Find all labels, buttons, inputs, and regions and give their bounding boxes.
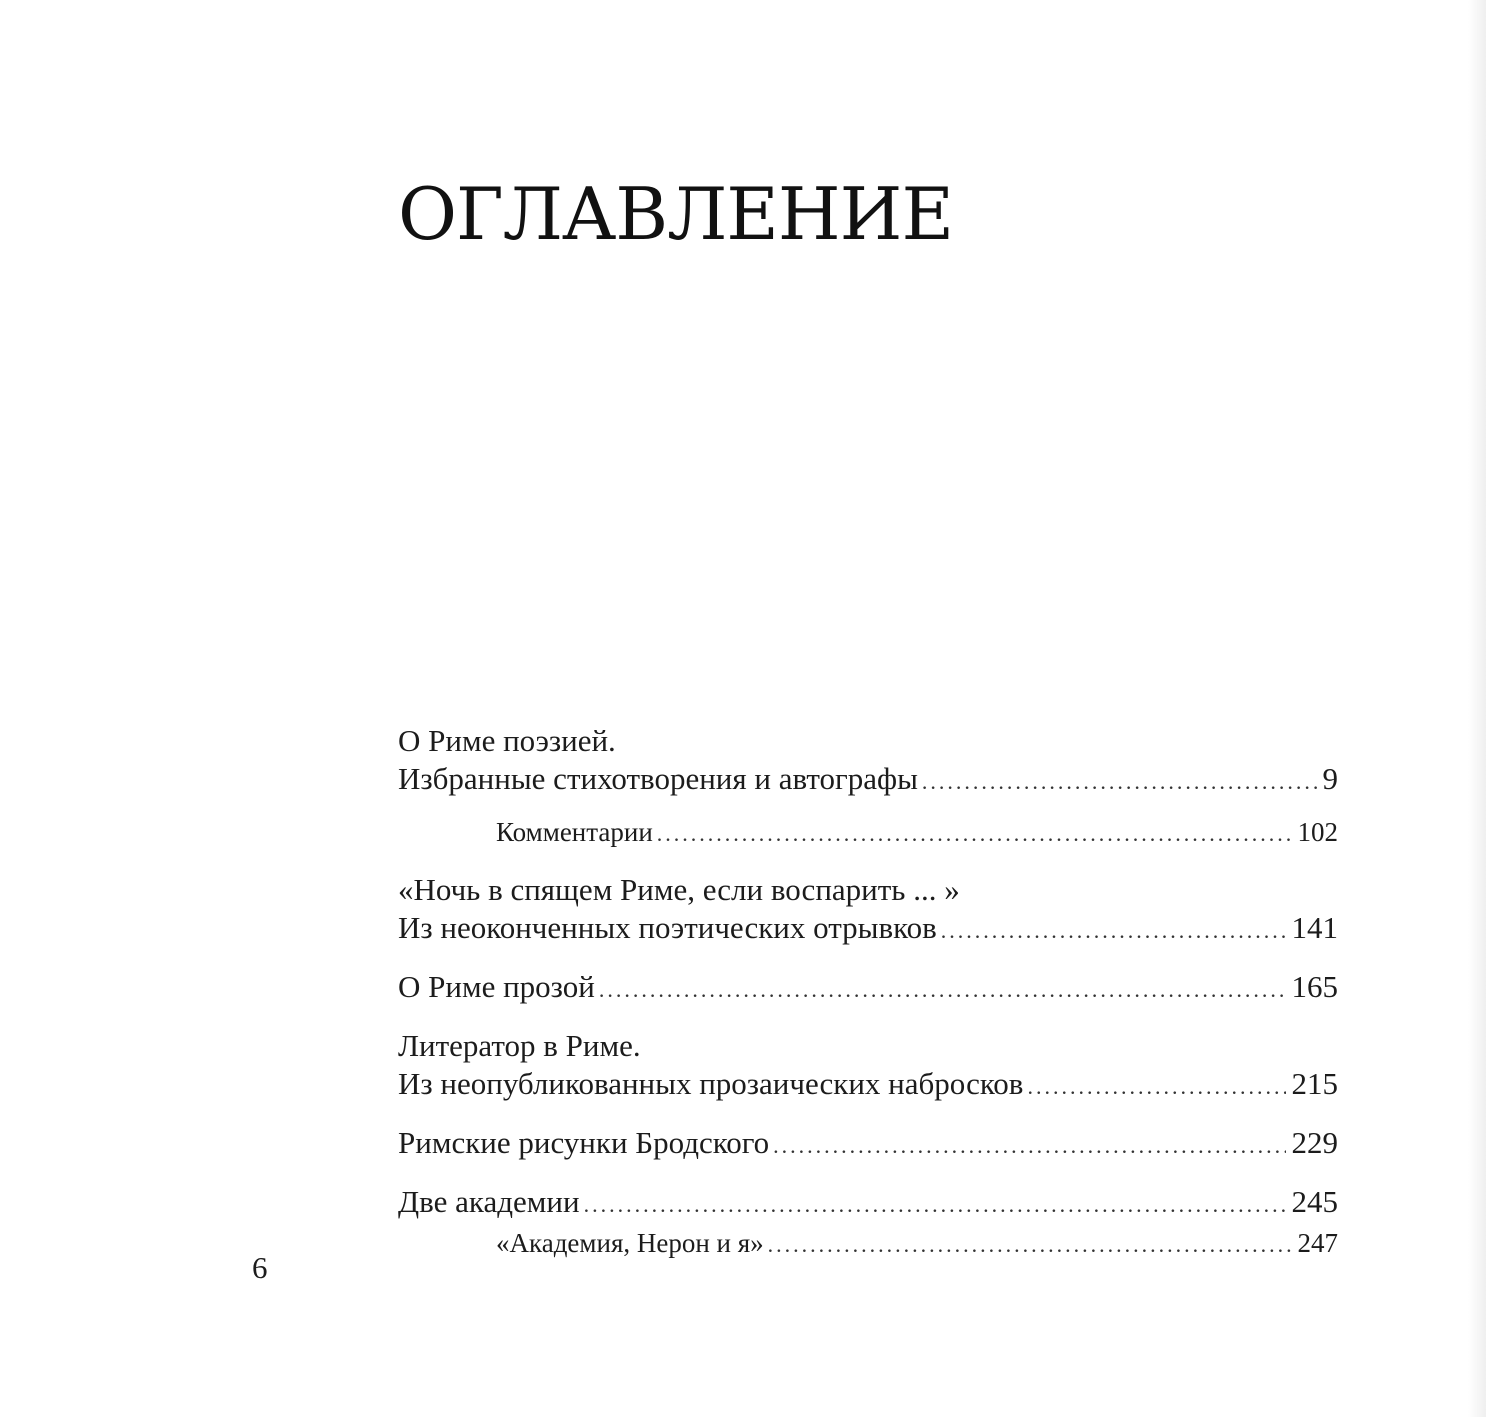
toc-entry[interactable]: [398, 722, 1338, 801]
toc-entry[interactable]: [398, 1124, 1338, 1165]
toc-page-number: 165: [1291, 969, 1338, 1004]
toc-entry-heading: «Ночь в спящем Риме, если воспарить ... »: [398, 872, 960, 907]
toc-entry-title: Комментарии: [496, 817, 653, 847]
toc-entry-title: Две академии: [398, 1184, 580, 1219]
toc-entry-line: [398, 1183, 1338, 1224]
toc-entry-heading: Литератор в Риме.: [398, 1028, 641, 1063]
toc-entry-title: Из неопубликованных прозаических набросков: [398, 1066, 1024, 1101]
toc-entry-line: [398, 909, 1338, 950]
toc-entry[interactable]: [398, 1183, 1338, 1224]
toc-entry-title: «Академия, Нерон и я»: [496, 1228, 764, 1258]
toc-entry-line: [398, 813, 1338, 853]
toc-page-number: 102: [1297, 817, 1338, 847]
dot-leader: [768, 1226, 1292, 1264]
dot-leader: [773, 1127, 1285, 1165]
table-of-contents: [398, 722, 1338, 1264]
toc-page-number: 245: [1291, 1184, 1338, 1219]
toc-entry[interactable]: [398, 1027, 1338, 1106]
page-title: ОГЛАВЛЕНИЕ: [398, 172, 953, 256]
dot-leader: [599, 971, 1286, 1009]
toc-entry-title: О Риме прозой: [398, 969, 595, 1004]
toc-page-number: 229: [1291, 1125, 1338, 1160]
dot-leader: [1027, 1068, 1285, 1106]
toc-page-number: 9: [1322, 761, 1338, 796]
toc-entry[interactable]: [398, 871, 1338, 950]
dot-leader: [584, 1186, 1286, 1224]
toc-subentry[interactable]: [398, 813, 1338, 853]
dot-leader: [657, 815, 1292, 853]
dot-leader: [922, 763, 1317, 801]
toc-entry-title: Римские рисунки Бродского: [398, 1125, 770, 1160]
dot-leader: [941, 912, 1286, 950]
toc-page-number: 141: [1291, 910, 1338, 945]
page-edge-shadow: [1468, 0, 1486, 1417]
toc-entry-line: [398, 1224, 1338, 1264]
toc-entry-title: Избранные стихотворения и автографы: [398, 761, 918, 796]
toc-entry-line: [398, 1124, 1338, 1165]
toc-entry[interactable]: [398, 968, 1338, 1009]
toc-entry-line: [398, 760, 1338, 801]
toc-subentry[interactable]: [398, 1224, 1338, 1264]
toc-page-number: 215: [1291, 1066, 1338, 1101]
toc-page-number: 247: [1297, 1228, 1338, 1258]
toc-entry-heading: О Риме поэзией.: [398, 723, 616, 758]
toc-entry-title: Из неоконченных поэтических отрывков: [398, 910, 937, 945]
toc-entry-line: [398, 968, 1338, 1009]
toc-entry-line: [398, 1065, 1338, 1106]
page-number: 6: [252, 1250, 268, 1285]
